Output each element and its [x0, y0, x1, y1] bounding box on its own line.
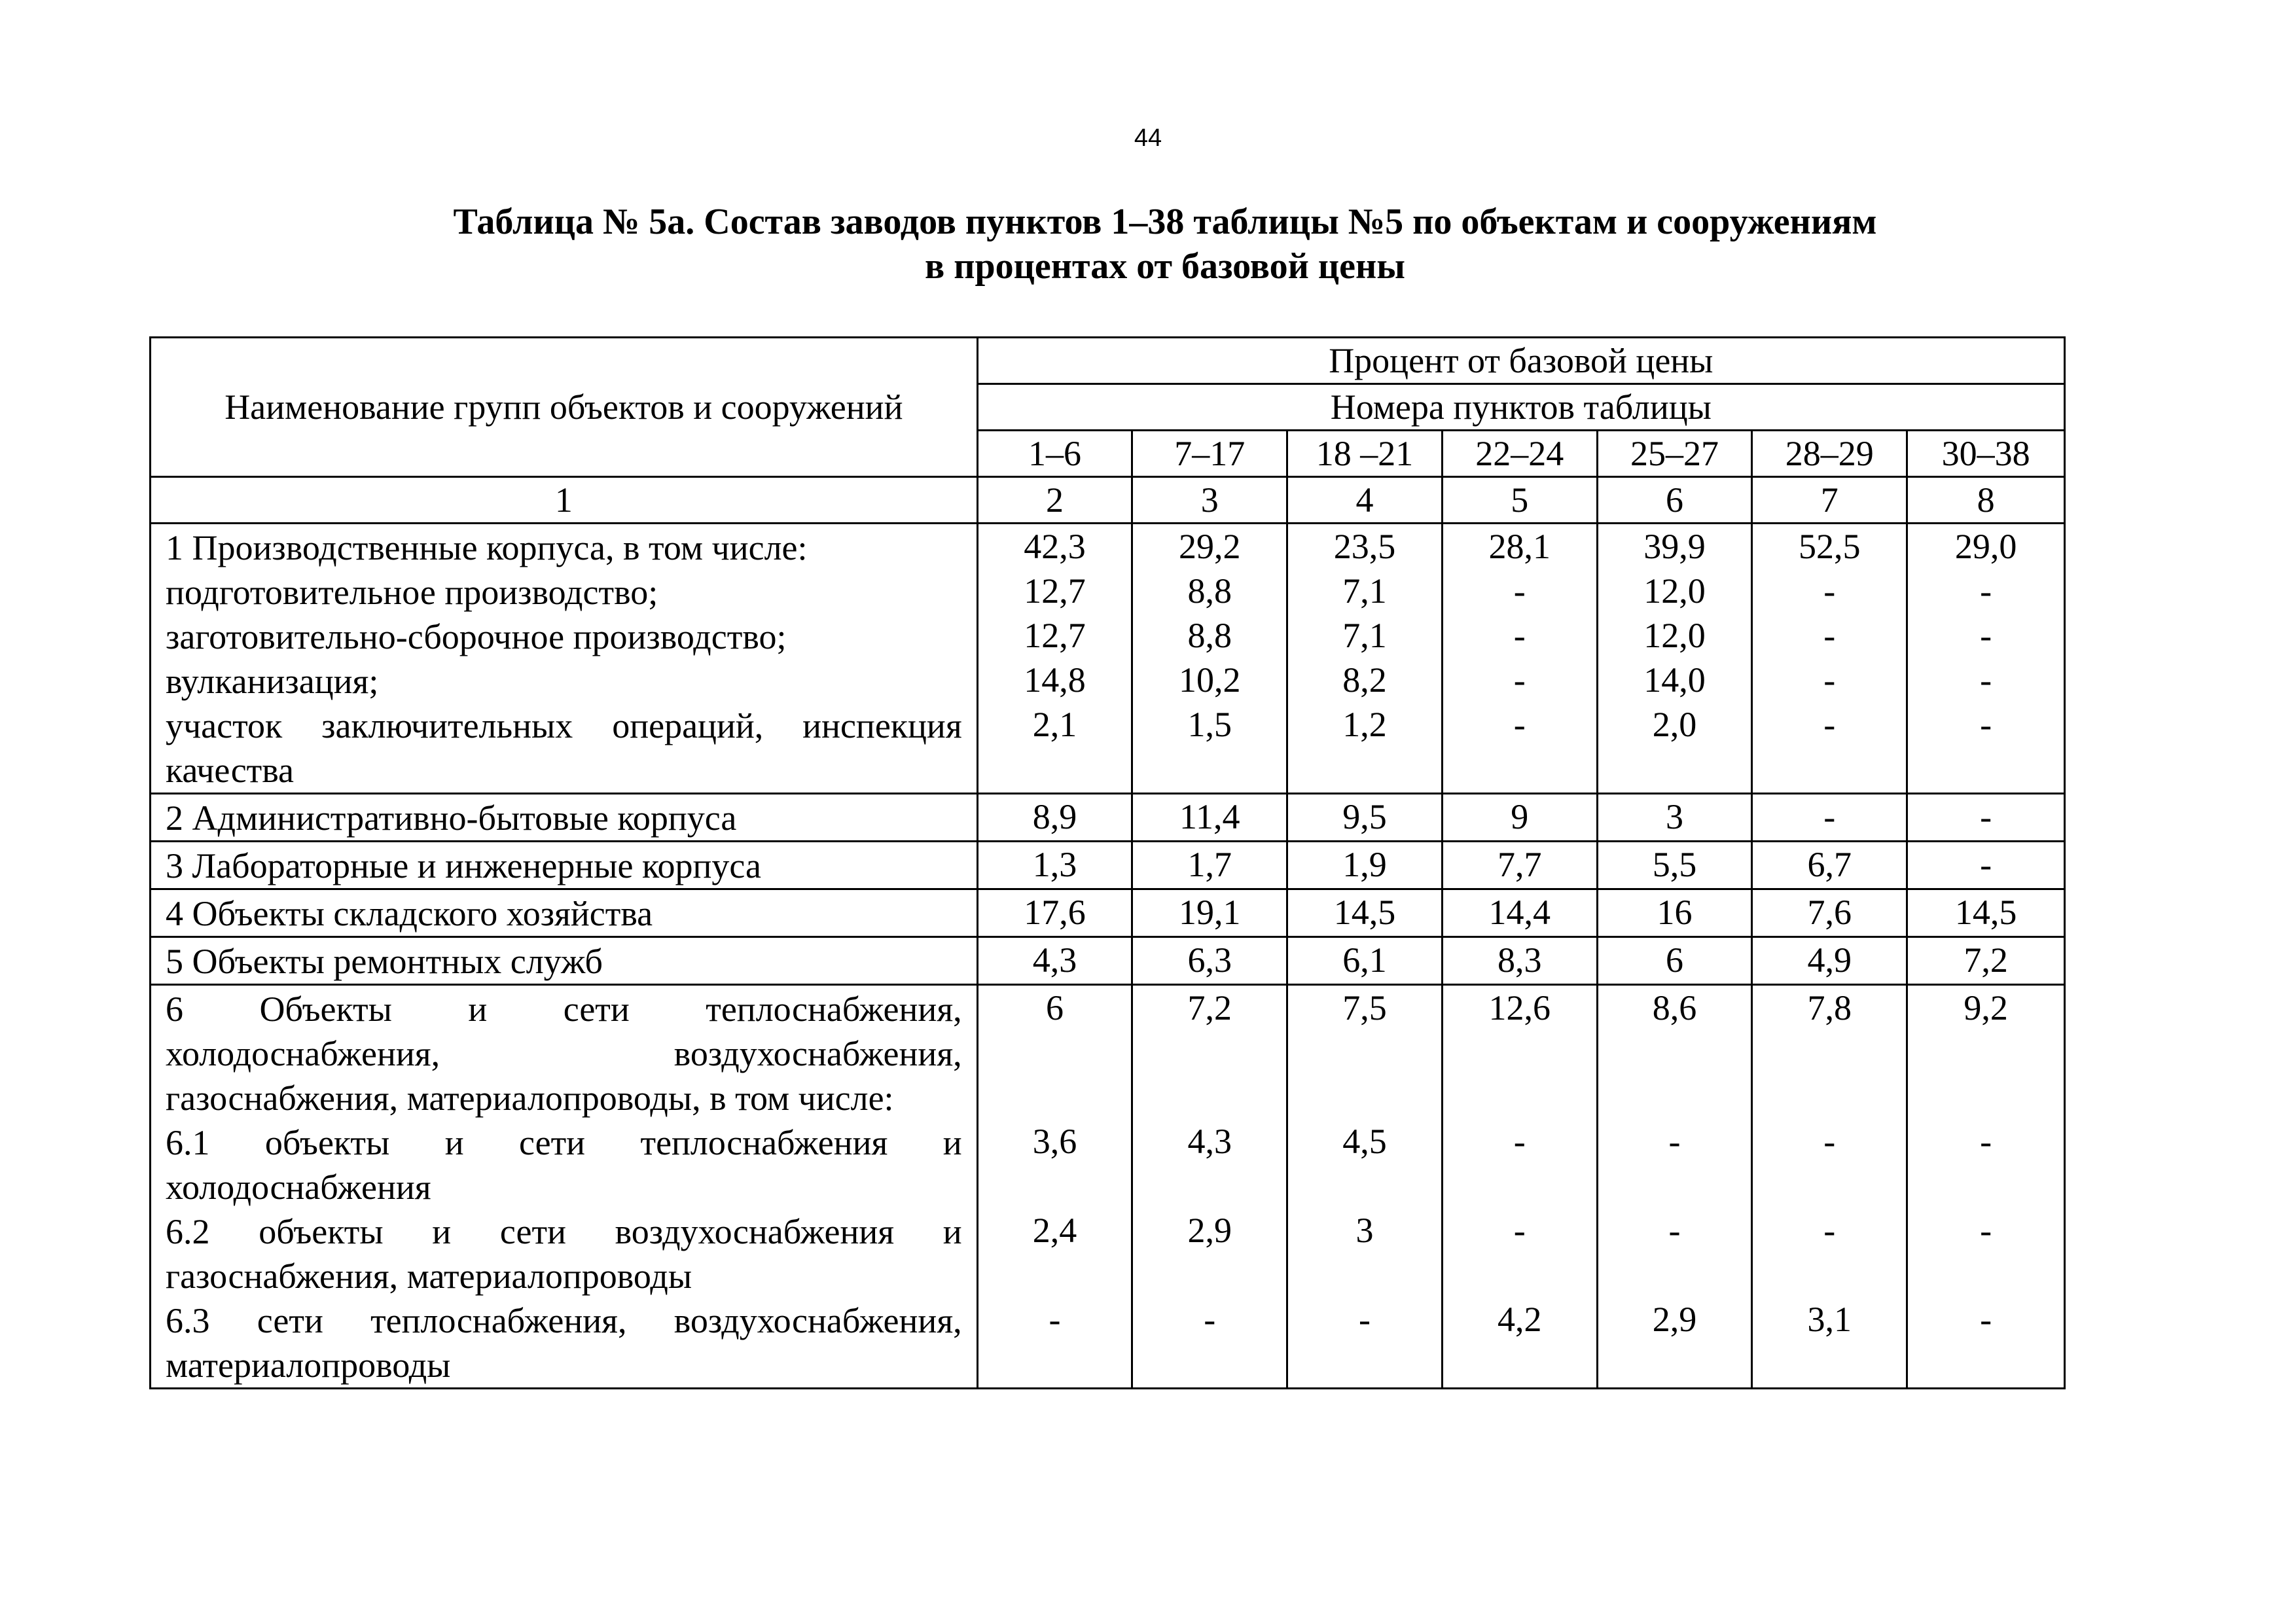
value: 16 [1657, 893, 1693, 932]
row-name-line: 5 Объекты ремонтных служб [166, 942, 603, 981]
value-cell-col-8 [1907, 842, 2065, 889]
value: 2,9 [1187, 1211, 1232, 1250]
value-cell-col-8 [1907, 794, 2065, 842]
value: 7,2 [1964, 940, 2008, 980]
value-cell-col-4 [1287, 794, 1443, 842]
value: - [1980, 571, 1992, 611]
value-cell-col-8 [1907, 937, 2065, 985]
value: - [1823, 1211, 1836, 1250]
value: 7,2 [1187, 988, 1232, 1027]
value: - [1513, 1211, 1526, 1250]
value-cell-col-3 [1132, 794, 1287, 842]
value: - [1980, 705, 1992, 744]
row-name-line: заготовительно-сборочное производство; [166, 617, 787, 656]
row-name-line: 3 Лабораторные и инженерные корпуса [166, 846, 761, 885]
value: 4,9 [1807, 940, 1852, 980]
value: - [1513, 705, 1526, 744]
value: 2,4 [1032, 1211, 1077, 1250]
row-name-line: 2 Административно-бытовые корпуса [166, 798, 737, 838]
value-cell-col-2 [977, 985, 1132, 1389]
value: 4,2 [1498, 1300, 1542, 1339]
value-cell-col-8 [1907, 524, 2065, 794]
value: 1,2 [1342, 705, 1387, 744]
value-cell-col-3 [1132, 524, 1287, 794]
value: 14,5 [1954, 893, 2017, 932]
value: - [1980, 1122, 1992, 1161]
value: 8,9 [1032, 797, 1077, 836]
column-number-6: 6 [1597, 477, 1752, 524]
value: 1,9 [1342, 845, 1387, 884]
column-range-5: 25–27 [1597, 431, 1752, 477]
table-row [151, 889, 2065, 937]
column-number-3: 3 [1132, 477, 1287, 524]
row-name-line: подготовительное производство; [166, 573, 658, 612]
value: - [1049, 1300, 1061, 1339]
value: 3,6 [1032, 1122, 1077, 1161]
column-range-4: 22–24 [1442, 431, 1597, 477]
header-percent-cell: Процент от базовой цены [977, 338, 2064, 384]
value: 6,3 [1187, 940, 1232, 980]
value: 7,1 [1342, 571, 1387, 611]
value-cell-col-7 [1752, 794, 1907, 842]
value-cell-col-3 [1132, 889, 1287, 937]
value-cell-col-6 [1597, 985, 1752, 1389]
value: 9,5 [1342, 797, 1387, 836]
value-cell-col-5 [1442, 794, 1597, 842]
value: 6 [1666, 940, 1684, 980]
value-cell-col-7 [1752, 985, 1907, 1389]
value: 2,1 [1032, 705, 1077, 744]
value-cell-col-4 [1287, 842, 1443, 889]
value: 42,3 [1024, 527, 1086, 566]
value: - [1823, 1122, 1836, 1161]
value: 12,0 [1643, 571, 1706, 611]
value: - [1823, 705, 1836, 744]
row-name-line: 4 Объекты складского хозяйства [166, 894, 653, 933]
row-name-cell [151, 794, 978, 842]
column-number-2: 2 [977, 477, 1132, 524]
value: - [1513, 616, 1526, 655]
value: 3,1 [1807, 1300, 1852, 1339]
column-range-7: 30–38 [1907, 431, 2065, 477]
value: 14,0 [1643, 660, 1706, 700]
value: - [1980, 845, 1992, 884]
column-range-2: 7–17 [1132, 431, 1287, 477]
value: - [1823, 660, 1836, 700]
row-name-cell [151, 524, 978, 794]
value: - [1823, 797, 1836, 836]
value: 2,0 [1652, 705, 1697, 744]
row-name-line: участок заключительных операций, инспекция качества [166, 706, 962, 790]
value-cell-col-4 [1287, 985, 1443, 1389]
value: 8,8 [1187, 571, 1232, 611]
value-cell-col-7 [1752, 889, 1907, 937]
value-cell-col-8 [1907, 889, 2065, 937]
value-cell-col-7 [1752, 524, 1907, 794]
value: 7,6 [1807, 893, 1852, 932]
value: 8,8 [1187, 616, 1232, 655]
value: 3 [1355, 1211, 1374, 1250]
value: 14,8 [1024, 660, 1086, 700]
value: 7,7 [1498, 845, 1542, 884]
value: - [1980, 616, 1992, 655]
value: 2,9 [1652, 1300, 1697, 1339]
row-name-line: 6.2 объекты и сети воздухоснабжения и газоснабжения, материалопроводы [166, 1212, 962, 1296]
value: 7,5 [1342, 988, 1387, 1027]
row-name-cell [151, 985, 978, 1389]
value-cell-col-6 [1597, 937, 1752, 985]
value: - [1359, 1300, 1371, 1339]
title-line-2: в процентах от базовой цены [924, 246, 1405, 287]
value: - [1980, 1300, 1992, 1339]
value: - [1668, 1211, 1681, 1250]
title-line-1: Таблица № 5а. Состав заводов пунктов 1–38 таблицы №5 по объектам и сооружениям [453, 202, 1877, 242]
header-name-cell: Наименование групп объектов и сооружений [151, 338, 978, 477]
page-number: 44 [1134, 124, 1162, 152]
value: 11,4 [1179, 797, 1240, 836]
value: 9,2 [1964, 988, 2008, 1027]
value-cell-col-4 [1287, 524, 1443, 794]
value: - [1668, 1122, 1681, 1161]
table-row [151, 524, 2065, 794]
value-cell-col-6 [1597, 794, 1752, 842]
value-cell-col-2 [977, 937, 1132, 985]
value: 10,2 [1179, 660, 1241, 700]
value: - [1513, 571, 1526, 611]
composition-table [149, 336, 2066, 1389]
column-range-1: 1–6 [977, 431, 1132, 477]
value: 4,3 [1032, 940, 1077, 980]
row-name-line: 6.1 объекты и сети теплоснабжения и холодоснабжения [166, 1123, 962, 1207]
value: - [1980, 660, 1992, 700]
table-row [151, 794, 2065, 842]
value: 19,1 [1179, 893, 1241, 932]
value: - [1513, 660, 1526, 700]
value: 8,2 [1342, 660, 1387, 700]
value: 12,7 [1024, 616, 1086, 655]
value-cell-col-6 [1597, 524, 1752, 794]
value: 8,3 [1498, 940, 1542, 980]
row-name-line: 6.3 сети теплоснабжения, воздухоснабжения, материалопроводы [166, 1301, 962, 1385]
value: 1,3 [1032, 845, 1077, 884]
table-row [151, 985, 2065, 1389]
value: 4,5 [1342, 1122, 1387, 1161]
value-cell-col-3 [1132, 937, 1287, 985]
value: 5,5 [1652, 845, 1697, 884]
row-name-line: вулканизация; [166, 662, 379, 701]
value: 3 [1666, 797, 1684, 836]
value: 14,4 [1488, 893, 1551, 932]
value: 7,1 [1342, 616, 1387, 655]
column-range-6: 28–29 [1752, 431, 1907, 477]
value-cell-col-3 [1132, 985, 1287, 1389]
value: 29,2 [1179, 527, 1241, 566]
value-cell-col-2 [977, 524, 1132, 794]
column-range-3: 18 –21 [1287, 431, 1443, 477]
value: 9 [1511, 797, 1529, 836]
value-cell-col-5 [1442, 937, 1597, 985]
value-cell-col-4 [1287, 937, 1443, 985]
value-cell-col-8 [1907, 985, 2065, 1389]
value: 6,7 [1807, 845, 1852, 884]
value-cell-col-5 [1442, 985, 1597, 1389]
value-cell-col-5 [1442, 524, 1597, 794]
value-cell-col-2 [977, 889, 1132, 937]
column-number-7: 7 [1752, 477, 1907, 524]
value: 6,1 [1342, 940, 1387, 980]
table-title [327, 200, 2003, 289]
value: 8,6 [1652, 988, 1697, 1027]
value: 29,0 [1954, 527, 2017, 566]
value: - [1980, 797, 1992, 836]
value-cell-col-7 [1752, 937, 1907, 985]
value-cell-col-5 [1442, 842, 1597, 889]
value: - [1823, 616, 1836, 655]
value: 12,6 [1488, 988, 1551, 1027]
value-cell-col-6 [1597, 889, 1752, 937]
value: 4,3 [1187, 1122, 1232, 1161]
row-name-line: 1 Производственные корпуса, в том числе: [166, 528, 808, 567]
value: 52,5 [1799, 527, 1861, 566]
value-cell-col-4 [1287, 889, 1443, 937]
table-row [151, 937, 2065, 985]
value: - [1823, 571, 1836, 611]
value: 7,8 [1807, 988, 1852, 1027]
value-cell-col-7 [1752, 842, 1907, 889]
value-cell-col-6 [1597, 842, 1752, 889]
column-number-8: 8 [1907, 477, 2065, 524]
value: 6 [1046, 988, 1064, 1027]
value: - [1513, 1122, 1526, 1161]
value: - [1980, 1211, 1992, 1250]
row-name-line: 6 Объекты и сети теплоснабжения, холодоснабжения, воздухоснабжения, газоснабжения, материалопроводы, в том числе: [166, 990, 962, 1118]
column-number-5: 5 [1442, 477, 1597, 524]
value: 12,7 [1024, 571, 1086, 611]
value-cell-col-2 [977, 794, 1132, 842]
row-name-cell [151, 937, 978, 985]
value: 14,5 [1333, 893, 1396, 932]
value: 12,0 [1643, 616, 1706, 655]
value-cell-col-2 [977, 842, 1132, 889]
table-row [151, 842, 2065, 889]
value: 39,9 [1643, 527, 1706, 566]
row-name-cell [151, 842, 978, 889]
value: 28,1 [1488, 527, 1551, 566]
header-points-cell: Номера пунктов таблицы [977, 384, 2064, 431]
value: - [1204, 1300, 1216, 1339]
value: 1,5 [1187, 705, 1232, 744]
value-cell-col-3 [1132, 842, 1287, 889]
column-number-4: 4 [1287, 477, 1443, 524]
value: 23,5 [1333, 527, 1396, 566]
row-name-cell [151, 889, 978, 937]
column-number-1: 1 [151, 477, 978, 524]
value: 17,6 [1024, 893, 1086, 932]
value-cell-col-5 [1442, 889, 1597, 937]
value: 1,7 [1187, 845, 1232, 884]
